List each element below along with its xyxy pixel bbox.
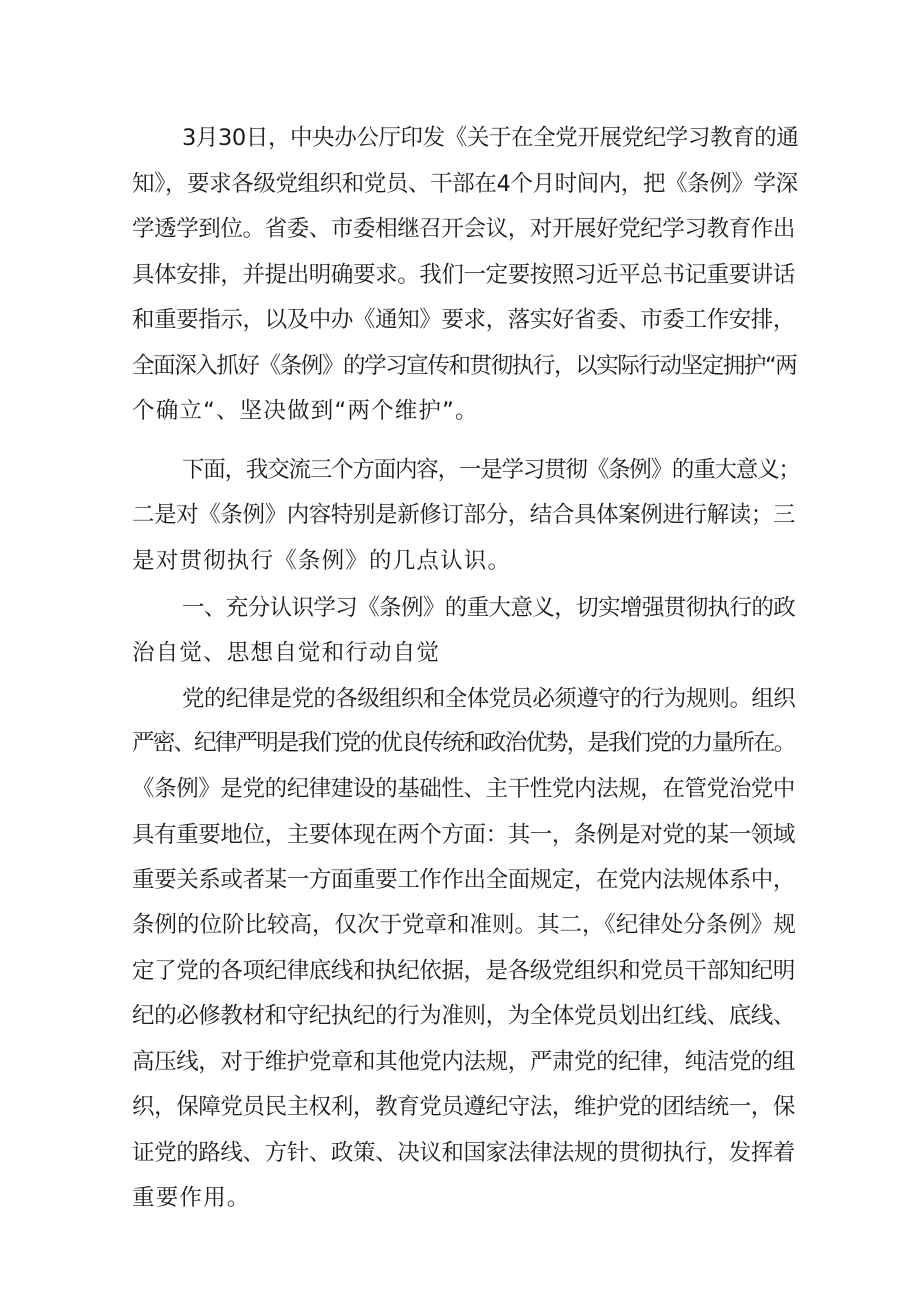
paragraph-4-line-9: 高压线，对于维护党章和其他党内法规，严肃党的纪律，纯洁党的组 xyxy=(132,1049,796,1075)
paragraph-4-line-7: 定了党的各项纪律底线和执纪依据，是各级党组织和党员干部知纪明 xyxy=(132,958,796,984)
paragraph-2-line-2: 二是对《条例》内容特别是新修订部分，结合具体案例进行解读；三 xyxy=(132,502,796,528)
paragraph-2-line-1: 下面，我交流三个方面内容，一是学习贯彻《条例》的重大意义； xyxy=(182,457,800,483)
paragraph-1-line-4: 具体安排，并提出明确要求。我们一定要按照习近平总书记重要讲话 xyxy=(132,262,796,288)
paragraph-1-line-6: 全面深入抓好《条例》的学习宣传和贯彻执行，以实际行动坚定拥护“两 xyxy=(132,353,797,379)
paragraph-4-line-2: 严密、纪律严明是我们党的优良传统和政治优势，是我们党的力量所在。 xyxy=(132,730,795,756)
paragraph-4-line-10: 织，保障党员民主权利，教育党员遵纪守法，维护党的团结统一，保 xyxy=(132,1094,796,1120)
section-heading-line-1: 一、充分认识学习《条例》的重大意义，切实增强贯彻执行的政 xyxy=(182,595,796,621)
paragraph-4-line-4: 具有重要地位，主要体现在两个方面：其一，条例是对党的某一领域 xyxy=(132,822,796,848)
paragraph-4-line-5: 重要关系或者某一方面重要工作作出全面规定，在党内法规体系中， xyxy=(132,867,796,893)
paragraph-4-line-6: 条例的位阶比较高，仅次于党章和准则。其二，《纪律处分条例》规 xyxy=(132,912,796,938)
paragraph-1-line-2: 知》，要求各级党组织和党员、干部在4个月时间内，把《条例》学深 xyxy=(132,171,798,197)
paragraph-4-line-1: 党的纪律是党的各级组织和全体党员必须遵守的行为规则。组织 xyxy=(182,686,796,712)
paragraph-4-line-3: 《条例》是党的纪律建设的基础性、主干性党内法规，在管党治党中 xyxy=(132,776,796,802)
paragraph-4-line-12: 重要作用。 xyxy=(132,1185,251,1211)
paragraph-2-line-3: 是对贯彻执行《条例》的几点认识。 xyxy=(132,548,512,574)
paragraph-1-line-5: 和重要指示，以及中办《通知》要求，落实好省委、市委工作安排， xyxy=(132,307,796,333)
paragraph-1-line-7: 个确立“、坚决做到“两个维护”。 xyxy=(132,398,479,424)
section-heading-line-2: 治自觉、思想自觉和行动自觉 xyxy=(132,640,441,666)
paragraph-4-line-11: 证党的路线、方针、政策、决议和国家法律法规的贯彻执行，发挥着 xyxy=(132,1140,796,1166)
paragraph-1-line-1: 3月30日，中央办公厅印发《关于在全党开展党纪学习教育的通 xyxy=(182,125,799,151)
paragraph-1-line-3: 学透学到位。省委、市委相继召开会议，对开展好党纪学习教育作出 xyxy=(132,216,796,242)
paragraph-4-line-8: 纪的必修教材和守纪执纪的行为准则，为全体党员划出红线、底线、 xyxy=(132,1003,796,1029)
